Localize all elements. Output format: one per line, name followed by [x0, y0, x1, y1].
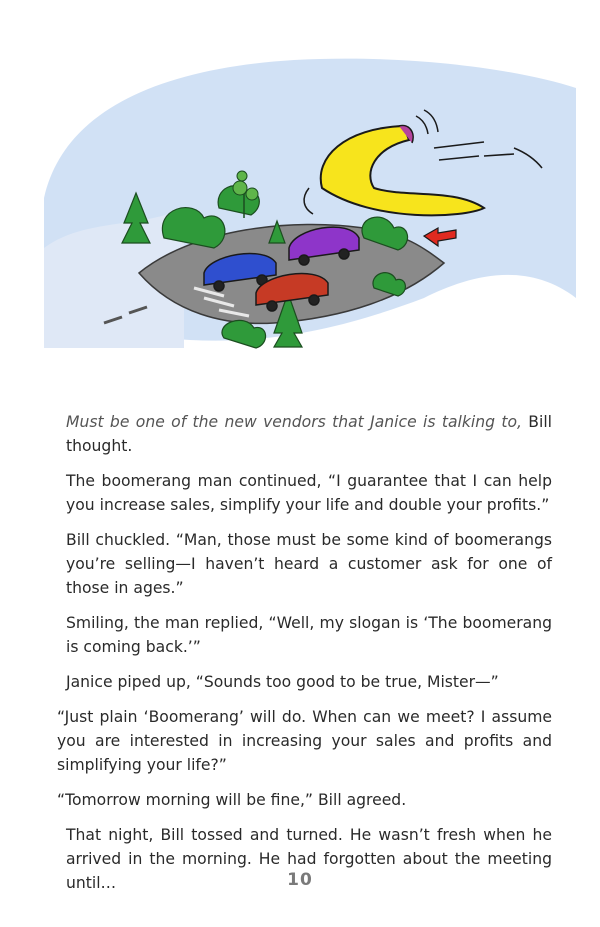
- paragraph-1-rest: Bill thought.: [66, 413, 553, 455]
- paragraph-1: [66, 410, 552, 458]
- paragraph-6: “Just plain ‘Boomerang’ will do. When can we meet? I assume you are interested in increasing your sales and profits and simplifying your life?”: [57, 708, 552, 774]
- paragraph-7: “Tomorrow morning will be fine,” Bill agreed.: [57, 791, 407, 809]
- paragraph-5: Janice piped up, “Sounds too good to be true, Mister—”: [66, 673, 499, 691]
- boomerang-parking-lot-illustration: [44, 48, 576, 358]
- page-number: 10: [287, 870, 313, 890]
- story-text: [57, 410, 553, 906]
- paragraph-4: Smiling, the man replied, “Well, my slogan is ‘The boomerang is coming back.’”: [66, 614, 552, 656]
- paragraph-1-italic: Must be one of the new vendors that Janice is talking to,: [66, 413, 522, 431]
- paragraph-3: Bill chuckled. “Man, those must be some kind of boomerangs you’re selling—I haven’t heard a customer ask for one of those in ages.”: [66, 531, 552, 597]
- paragraph-8: That night, Bill tossed and turned. He wasn’t fresh when he arrived in the morning. He had forgotten about the meeting until…: [66, 826, 552, 892]
- paragraph-2: The boomerang man continued, “I guarantee that I can help you increase sales, simplify your life and double your profits.”: [66, 472, 552, 514]
